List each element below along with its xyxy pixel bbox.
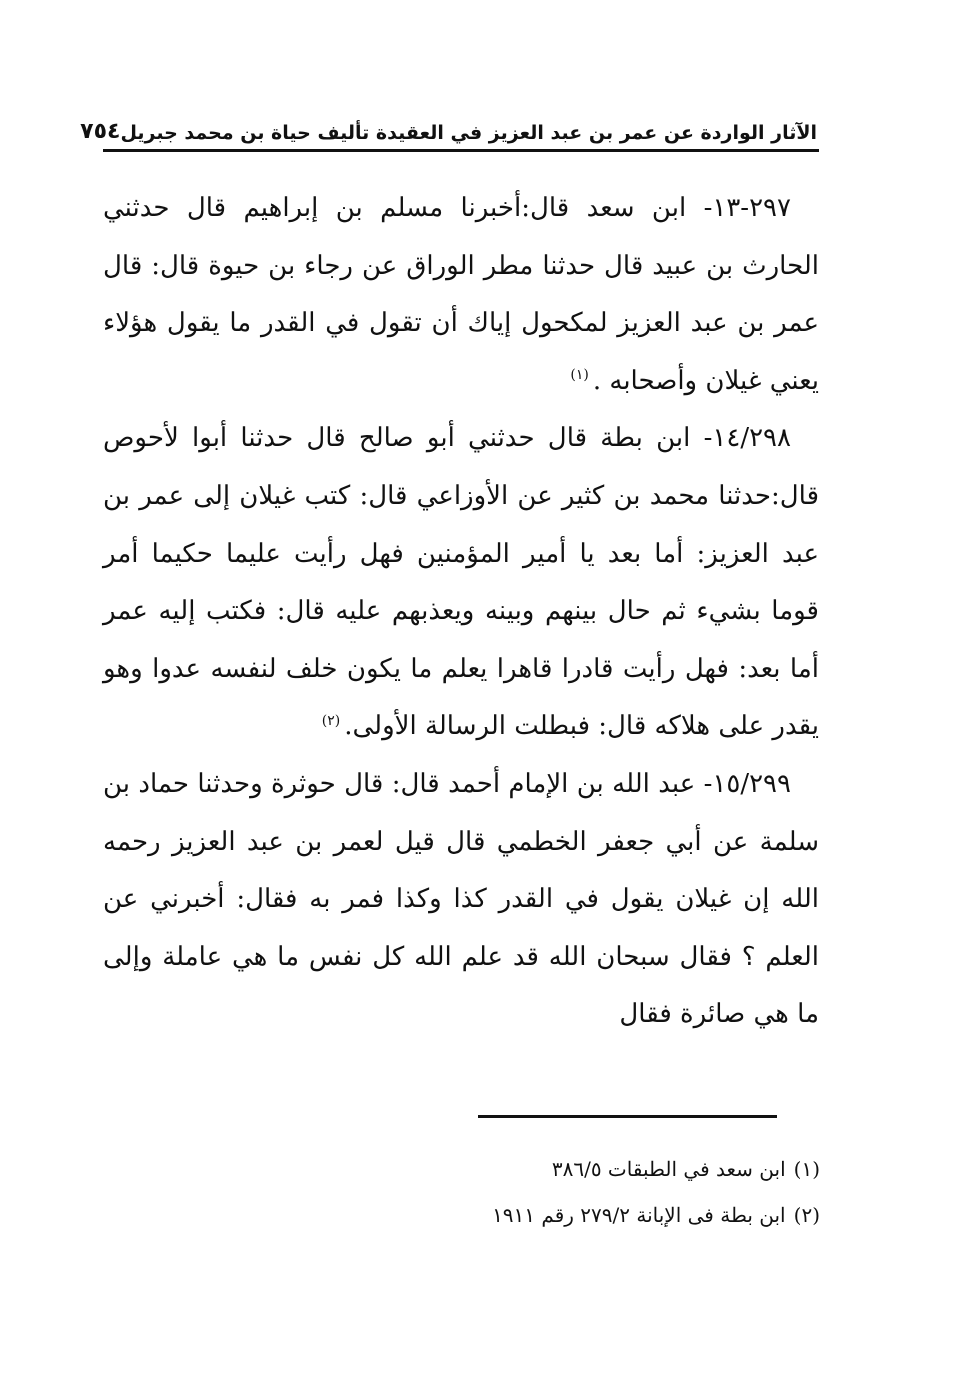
header-title: الآثار الواردة عن عمر بن عبد العزيز في العقيدة تأليف حياة بن محمد جبريل	[120, 122, 817, 144]
paragraph-297	[103, 180, 819, 410]
narration-number: ١٥/٢٩٩-	[703, 768, 791, 799]
body-text	[103, 180, 819, 1044]
paragraph-text: ابن بطة قال حدثني أبو صالح قال حدثنا أبوا لأحوص قال:حدثنا محمد بن كثير عن الأوزاعي قال: كتب غيلان إلى عمر بن عبد العزيز: أما بعد يا أمير المؤمنين فهل رأيت عليما حكيما أمر قوما بشيء ثم حال بينهم وبينه ويعذبهم عليه قال: فكتب إليه عمر أما بعد: فهل رأيت قادرا قاهرا يعلم ما يكون خلف لنفسه عدوا وهو يقدر على هلاكه قال: فبطلت الرسالة الأولى.	[103, 423, 819, 742]
narration-number: ١٤/٢٩٨-	[703, 423, 791, 454]
paragraph-298	[103, 410, 819, 756]
footnote-text: ابن بطة فى الإبانة ٢٧٩/٢ رقم ١٩١١	[492, 1203, 786, 1227]
running-header	[80, 108, 817, 144]
narration-number: ٢٩٧-١٣-	[703, 193, 791, 223]
footnote-ref: (٢)	[321, 712, 341, 729]
footnote-mark: (١)	[793, 1157, 820, 1181]
page-number: ٧٥٤	[80, 119, 121, 144]
footnote-2	[300, 1192, 820, 1238]
paragraph-text: ابن سعد قال:أخبرنا مسلم بن إبراهيم قال حدثني الحارث بن عبيد قال حدثنا مطر الوراق عن رجاء بن حيوة قال: قال عمر بن عبد العزيز لمكحول إياك أن تقول في القدر ما يقول هؤلاء يعني غيلان وأصحابه .	[103, 193, 819, 396]
footnotes	[300, 1146, 820, 1238]
footnote-text: ابن سعد في الطبقات ٣٨٦/٥	[551, 1157, 786, 1181]
paragraph-text: عبد الله بن الإمام أحمد قال: قال حوثرة وحدثنا حماد بن سلمة عن أبي جعفر الخطمي قال قيل لعمر بن عبد العزيز رحمه الله إن غيلان يقول في القدر كذا وكذا فمر به فقال: أخبرني عن العلم ؟ فقال سبحان الله قد علم الله كل نفس ما هي عاملة وإلى ما هي صائرة فقال	[103, 768, 819, 1030]
paragraph-299	[103, 756, 819, 1044]
footnote-ref: (١)	[570, 367, 589, 384]
footnote-mark: (٢)	[793, 1203, 820, 1227]
footnote-rule	[478, 1115, 777, 1118]
header-rule	[103, 149, 819, 152]
footnote-1	[300, 1146, 820, 1192]
